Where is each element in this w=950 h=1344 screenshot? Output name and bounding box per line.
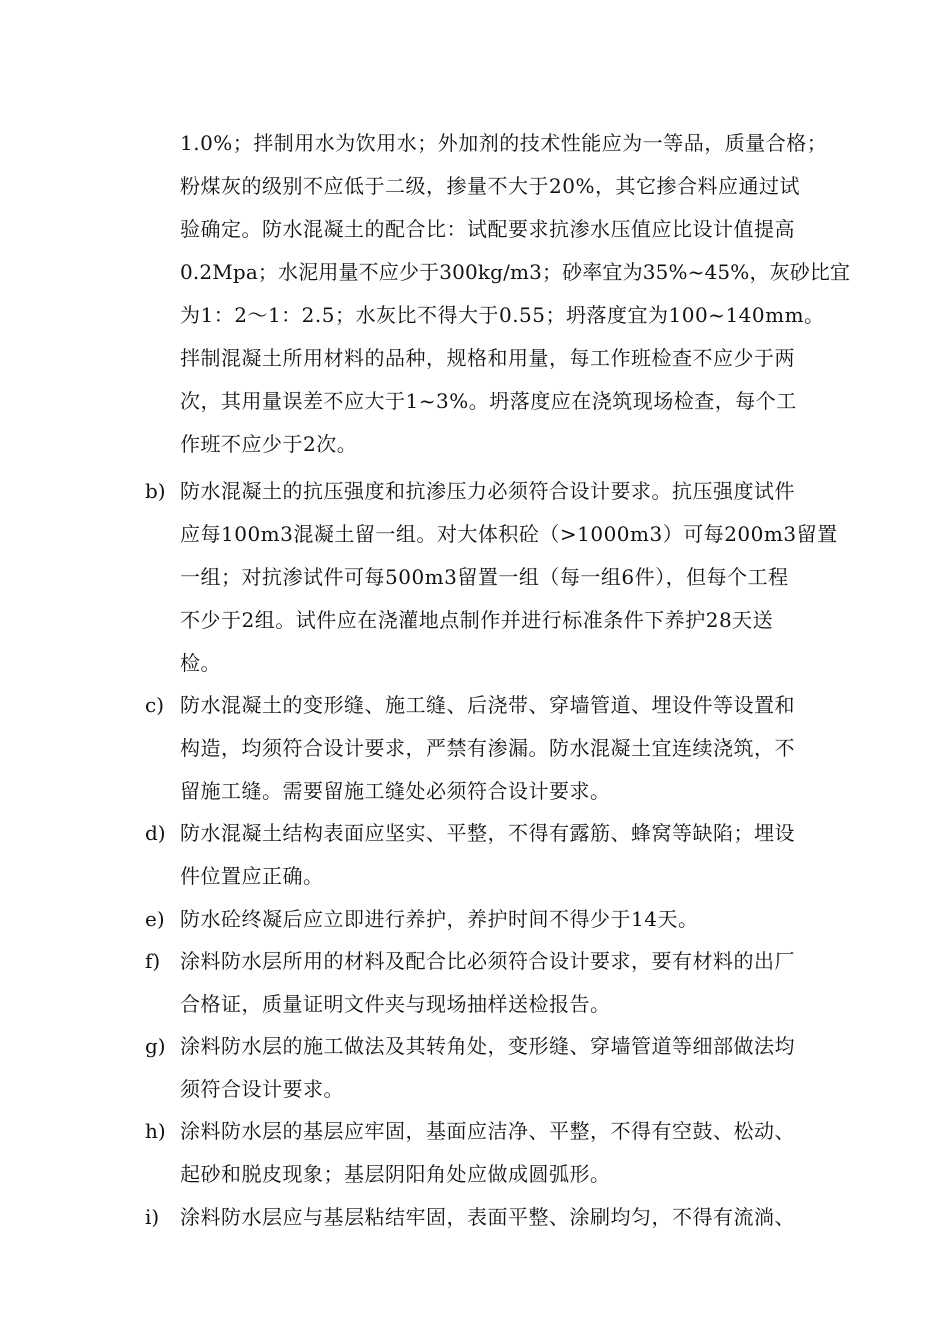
list-item-line: 检。	[180, 651, 221, 675]
list-item-line: 涂料防水层的基层应牢固，基面应洁净、平整，不得有空鼓、松动、	[180, 1119, 795, 1143]
list-item-line: 防水混凝土结构表面应坚实、平整，不得有露筋、蜂窝等缺陷；埋设	[180, 821, 795, 845]
intro-line: 次，其用量误差不应大于1~3%。坍落度应在浇筑现场检查，每个工	[180, 389, 797, 413]
list-marker: g)	[145, 1034, 166, 1058]
list-item-line: 涂料防水层所用的材料及配合比必须符合设计要求，要有材料的出厂	[180, 949, 795, 973]
list-item-line: 一组；对抗渗试件可每500m3留置一组（每一组6件），但每个工程	[180, 565, 789, 589]
list-item-line: 构造，均须符合设计要求，严禁有渗漏。防水混凝土宜连续浇筑，不	[180, 736, 795, 760]
list-marker: i)	[145, 1205, 160, 1229]
intro-line: 0.2Mpa；水泥用量不应少于300kg/m3；砂率宜为35%~45%，灰砂比宜	[180, 260, 851, 284]
list-item-line: 防水混凝土的抗压强度和抗渗压力必须符合设计要求。抗压强度试件	[180, 479, 795, 503]
list-item-line: 应每100m3混凝土留一组。对大体积砼（>1000m3）可每200m3留置	[180, 522, 838, 546]
intro-line: 粉煤灰的级别不应低于二级，掺量不大于20%，其它掺合料应通过试	[180, 174, 800, 198]
list-marker: f)	[145, 949, 161, 973]
list-marker: e)	[145, 907, 165, 931]
list-item-line: 防水砼终凝后应立即进行养护，养护时间不得少于14天。	[180, 907, 699, 931]
list-item-line: 合格证，质量证明文件夹与现场抽样送检报告。	[180, 992, 611, 1016]
list-item-line: 涂料防水层应与基层粘结牢固，表面平整、涂刷均匀，不得有流淌、	[180, 1205, 795, 1229]
list-item-line: 留施工缝。需要留施工缝处必须符合设计要求。	[180, 779, 611, 803]
intro-line: 验确定。防水混凝土的配合比：试配要求抗渗水压值应比设计值提高	[180, 217, 795, 241]
intro-line: 作班不应少于2次。	[180, 432, 358, 456]
list-marker: b)	[145, 479, 166, 503]
list-item-line: 防水混凝土的变形缝、施工缝、后浇带、穿墙管道、埋设件等设置和	[180, 693, 795, 717]
list-marker: d)	[145, 821, 166, 845]
list-marker: h)	[145, 1119, 166, 1143]
intro-line: 拌制混凝土所用材料的品种，规格和用量，每工作班检查不应少于两	[180, 346, 795, 370]
list-item-line: 不少于2组。试件应在浇灌地点制作并进行标准条件下养护28天送	[180, 608, 774, 632]
intro-line: 为1：2～1：2.5；水灰比不得大于0.55；坍落度宜为100~140mm。	[180, 303, 825, 327]
list-item-line: 须符合设计要求。	[180, 1077, 344, 1101]
list-item-line: 涂料防水层的施工做法及其转角处，变形缝、穿墙管道等细部做法均	[180, 1034, 795, 1058]
intro-line: 1.0%；拌制用水为饮用水；外加剂的技术性能应为一等品，质量合格；	[180, 131, 828, 155]
list-item-line: 件位置应正确。	[180, 864, 324, 888]
list-item-line: 起砂和脱皮现象；基层阴阳角处应做成圆弧形。	[180, 1162, 611, 1186]
list-marker: c)	[145, 693, 165, 717]
